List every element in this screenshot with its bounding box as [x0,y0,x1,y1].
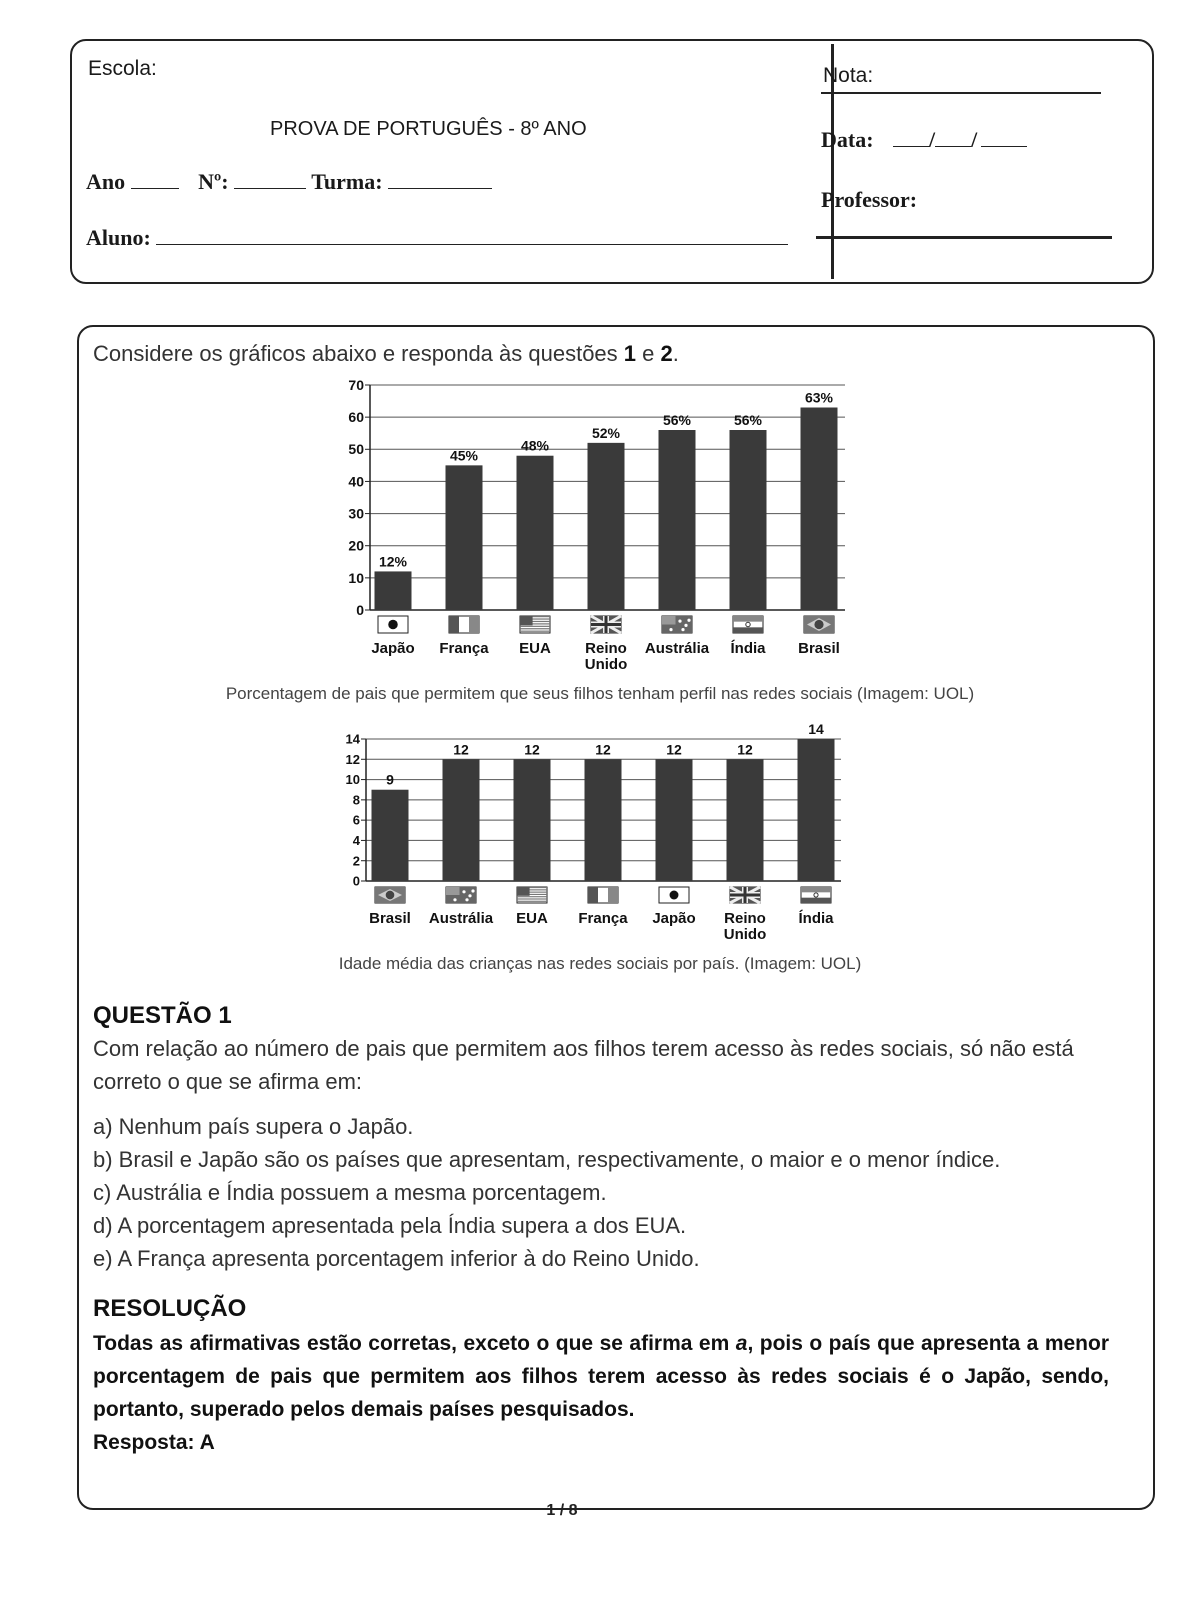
question-title: QUESTÃO 1 [93,1002,232,1029]
answer: Resposta: A [93,1431,215,1454]
bar [372,790,409,881]
resolution-italic: a [735,1332,748,1355]
options-list [93,1110,1133,1275]
chart-parents-percentage [330,378,860,673]
flag-icon [588,887,618,903]
bar [801,408,838,611]
date-year-field[interactable] [981,126,1027,147]
x-category-label: Austrália [428,910,494,927]
class-label: Turma: [311,169,383,194]
bar [798,739,835,881]
school-label: Escola: [88,57,157,80]
x-category-label: EUA [516,910,548,927]
bar [727,759,764,881]
date-label: Data: [821,127,874,152]
number-label: Nº: [198,169,229,194]
bar [517,456,554,610]
intro-end: . [672,341,679,366]
y-tick-label: 12 [345,751,360,767]
grade-field[interactable] [821,92,1101,94]
x-category-label: Unido [584,656,628,673]
intro-text [93,341,679,367]
data-label: 56% [733,412,763,428]
year-field[interactable] [131,168,179,189]
x-category-label: Brasil [369,910,411,927]
teacher-field-line [816,236,1112,239]
option-b[interactable]: b) Brasil e Japão são os países que apresentam, respectivamente, o maior e o menor índice. [93,1147,1001,1172]
data-label: 52% [591,424,621,441]
data-label: 12 [453,741,469,758]
flag-icon [517,887,547,903]
resolution-text-after: , pois o país que apresenta a menor porcentagem de pais que permitem aos filhos terem acesso às redes sociais é o Japão, sendo, portanto, superado pelos demais países pesquisados. [93,1332,1110,1421]
bar [585,759,622,881]
y-tick-label: 20 [348,537,364,554]
flag-icon [591,616,621,633]
y-tick-label: 14 [345,731,360,747]
flag-icon [801,887,831,903]
student-info-row [86,168,492,195]
flag-icon [659,887,689,903]
resolution-text [93,1327,1109,1426]
intro-question-1: 1 [623,341,637,366]
data-label: 56% [662,412,692,428]
intro-question-2: 2 [660,341,673,366]
student-row [86,224,788,251]
data-label: 14 [808,721,824,737]
flag-icon [804,616,834,633]
x-category-label: Unido [723,926,767,943]
flag-icon [520,616,550,633]
y-tick-label: 8 [352,792,360,808]
option-d[interactable]: d) A porcentagem apresentada pela Índia supera a dos EUA. [93,1213,687,1238]
x-category-label: Reino [585,640,627,657]
y-tick-label: 0 [352,873,360,889]
y-tick-label: 40 [348,473,364,490]
date-sep-2: / [971,127,978,152]
y-tick-label: 2 [352,853,360,869]
x-category-label: Austrália [644,640,710,657]
data-label: 48% [520,437,550,454]
page-number: 1 / 8 [546,1502,578,1519]
date-sep-1: / [929,127,936,152]
x-category-label: Índia [730,640,766,657]
intro-conj: e [636,341,661,366]
x-category-label: EUA [519,640,551,657]
data-label: 12 [524,741,540,758]
option-e[interactable]: e) A França apresenta porcentagem inferior à do Reino Unido. [93,1246,700,1271]
bar [656,759,693,881]
date-row [821,126,1027,153]
chart1-caption: Porcentagem de pais que permitem que seus filhos tenham perfil nas redes sociais (Imagem: UOL) [225,684,975,703]
number-field[interactable] [234,168,306,189]
x-category-label: Reino [724,910,766,927]
intro-text-before: Considere os gráficos abaixo e responda às questões [93,341,624,366]
x-category-label: Japão [652,910,696,927]
data-label: 63% [804,389,834,406]
student-name-field[interactable] [156,224,788,245]
chart2-caption: Idade média das crianças nas redes sociais por país. (Imagem: UOL) [338,954,862,973]
data-label: 12 [666,741,682,758]
data-label: 45% [449,447,479,464]
flag-icon [449,616,479,633]
x-category-label: Brasil [798,640,840,657]
bar [375,571,412,610]
bar [659,430,696,610]
data-label: 12% [378,553,408,570]
exam-title: PROVA DE PORTUGUÊS - 8º ANO [270,118,587,140]
flag-icon [730,887,760,903]
y-tick-label: 10 [345,772,360,788]
y-tick-label: 6 [352,812,360,828]
y-tick-label: 0 [356,601,364,618]
chart-children-age [330,720,860,945]
bar [446,465,483,610]
data-label: 12 [595,741,611,758]
teacher-label: Professor: [821,187,918,212]
date-day-field[interactable] [893,126,929,147]
x-category-label: Índia [798,910,834,927]
flag-icon [378,616,408,633]
question-text: Com relação ao número de pais que permitem aos filhos terem acesso às redes sociais, só não está correto o que se afirma em: [93,1036,1074,1094]
data-label: 12 [737,741,753,758]
option-a[interactable]: a) Nenhum país supera o Japão. [93,1114,414,1139]
flag-icon [446,887,476,903]
bar [588,443,625,610]
year-label: Ano [86,169,126,194]
bar [730,430,767,610]
bar [443,759,480,881]
grade-label: Nota: [823,64,874,87]
y-tick-label: 4 [352,832,360,848]
bar [514,759,551,881]
y-tick-label: 10 [348,569,364,586]
class-field[interactable] [388,168,492,189]
y-tick-label: 70 [348,378,364,393]
y-tick-label: 30 [348,505,364,522]
student-label: Aluno: [86,225,151,250]
flag-icon [375,887,405,903]
x-category-label: França [439,640,489,657]
date-month-field[interactable] [935,126,971,147]
x-category-label: França [578,910,628,927]
y-tick-label: 60 [348,409,364,426]
flag-icon [733,616,763,633]
resolution-title: RESOLUÇÃO [93,1295,247,1322]
y-tick-label: 50 [348,441,364,458]
data-label: 9 [386,771,394,788]
x-category-label: Japão [371,640,415,657]
resolution-text-before: Todas as afirmativas estão corretas, exceto o que se afirma em [93,1332,736,1355]
flag-icon [662,616,692,633]
option-c[interactable]: c) Austrália e Índia possuem a mesma porcentagem. [93,1180,607,1205]
